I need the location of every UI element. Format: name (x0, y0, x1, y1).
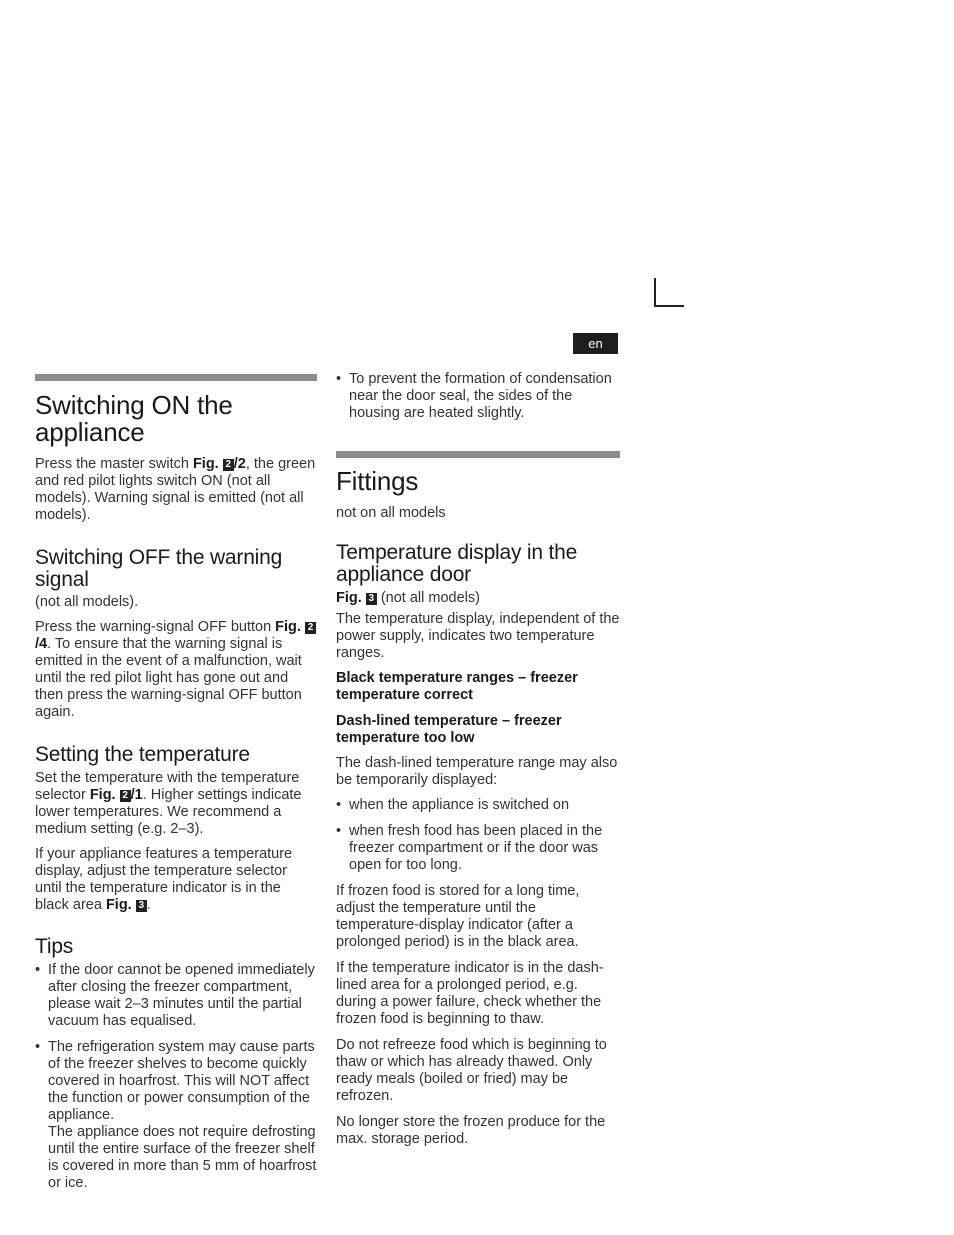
fittings-title: Fittings (336, 466, 419, 496)
setting-temperature-title: Setting the temperature (35, 743, 250, 766)
tips-title: Tips (35, 935, 74, 958)
warning-off-text: Press the warning-signal OFF button Fig. 2/4. To ensure that the warning signal is emitted in the event of a malfunction, wait until the red pilot light has gone out and then press the warning-signal OFF button again. (35, 619, 317, 721)
section-rule (336, 451, 620, 458)
temperature-display-text-6: No longer store the frozen produce for the max. storage period. (336, 1114, 606, 1147)
crop-mark-vertical (654, 278, 656, 307)
figure-number-badge: 2 (223, 459, 234, 471)
language-badge: en (573, 333, 618, 354)
temperature-display-fig: Fig. 3 (not all models) (336, 590, 480, 606)
right-column (336, 371, 620, 1148)
list-item: • The refrigeration system may cause parts of the freezer shelves to become quickly covered in hoarfrost. This will NOT affect the function or power consumption of the appliance. The appliance does not require defrosting until the entire surface of the freezer shelf is covered in more than 5 mm of hoarfrost or ice. (35, 1039, 317, 1192)
list-item: • To prevent the formation of condensation near the door seal, the sides of the housing are heated slightly. (336, 371, 620, 422)
temperature-text-2: If your appliance features a temperature display, adjust the temperature selector until the temperature indicator is in the black area Fig. 3 . (35, 846, 293, 913)
dash-range-list (336, 797, 620, 874)
list-item: • If the door cannot be opened immediately after closing the freezer compartment, please wait 2–3 minutes until the partial vacuum has equalised. (35, 962, 317, 1030)
figure-number-badge: 2 (120, 790, 131, 802)
list-item: • when the appliance is switched on (336, 797, 620, 814)
warning-off-note: (not all models). (35, 594, 139, 610)
black-range-label: Black temperature ranges – freezer temperature correct (336, 670, 578, 703)
dash-range-label: Dash-lined temperature – freezer temperature too low (336, 713, 562, 746)
section-rule (35, 374, 317, 381)
tips-list-continued (336, 371, 620, 422)
switch-on-text: Press the master switch Fig. 2 /2, the green and red pilot lights switch ON (not all models). Warning signal is emitted (not all models). (35, 456, 316, 523)
figure-number-badge: 2 (305, 622, 316, 634)
temperature-display-text-2: The dash-lined temperature range may also be temporarily displayed: (336, 755, 618, 788)
fittings-note: not on all models (336, 505, 446, 521)
switch-on-title: Switching ON the appliance (35, 390, 233, 447)
figure-number-badge: 3 (136, 900, 147, 912)
temperature-display-text-4: If the temperature indicator is in the dash-lined area for a prolonged period, e.g. during a power failure, check whether the frozen food is beginning to thaw. (336, 960, 604, 1027)
temperature-display-text-3: If frozen food is stored for a long time, adjust the temperature until the temperature-display indicator (after a prolonged period) is in the black area. (336, 883, 580, 950)
warning-off-title: Switching OFF the warning signal (35, 546, 283, 591)
temperature-text-1: Set the temperature with the temperature selector Fig. 2 /1. Higher settings indicate lower temperatures. We recommend a medium setting (e.g. 2–3). (35, 770, 302, 837)
list-item: • when fresh food has been placed in the freezer compartment or if the door was open for too long. (336, 823, 620, 874)
temperature-display-title: Temperature display in the appliance door (336, 541, 578, 586)
figure-number-badge: 3 (366, 593, 377, 605)
temperature-display-text-1: The temperature display, independent of the power supply, indicates two temperature ranges. (336, 611, 620, 661)
crop-mark-horizontal (654, 305, 684, 307)
temperature-display-text-5: Do not refreeze food which is beginning to thaw or which has already thawed. Only ready meals (boiled or fried) may be refrozen. (336, 1037, 607, 1104)
left-column (35, 374, 317, 1192)
tips-list (35, 962, 317, 1192)
